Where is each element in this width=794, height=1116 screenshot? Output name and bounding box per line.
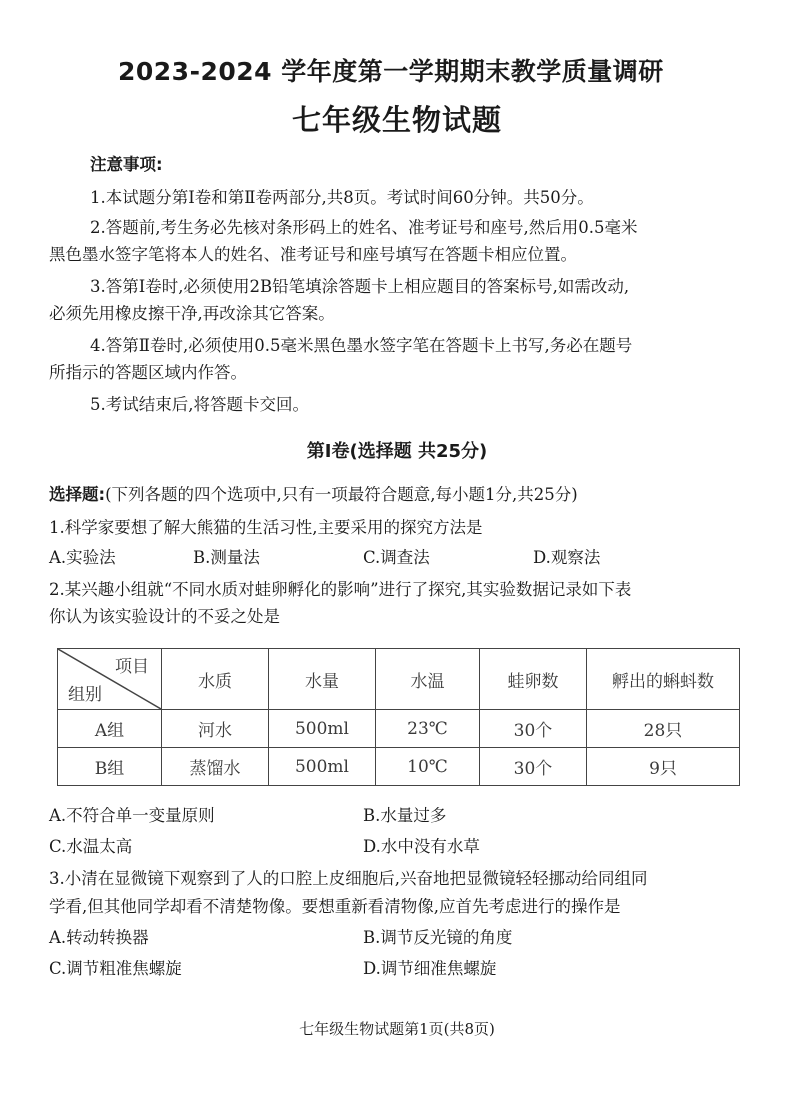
q2-option-a: A.不符合单一变量原则 — [49, 806, 215, 825]
notice-item-2-line1: 2.答题前,考生务必先核对条形码上的姓名、准考证号和座号,然后用0.5毫米 — [90, 218, 638, 237]
q2-option-c: C.水温太高 — [49, 837, 133, 856]
q3-stem-line2: 学看,但其他同学却看不清楚物像。要想重新看清物像,应首先考虑进行的操作是 — [49, 897, 621, 916]
table-header: 孵出的蝌蚪数 — [587, 649, 740, 710]
table-cell: 河水 — [162, 710, 269, 748]
table-cell: 500ml — [269, 710, 376, 748]
table-cell: 10℃ — [376, 748, 480, 786]
table-header-row — [58, 649, 740, 710]
table-cell: B组 — [58, 748, 162, 786]
table-cell: A组 — [58, 710, 162, 748]
notice-item-4-line1: 4.答第Ⅱ卷时,必须使用0.5毫米黑色墨水签字笔在答题卡上书写,务必在题号 — [90, 336, 633, 355]
notice-item-5: 5.考试结束后,将答题卡交回。 — [90, 395, 309, 414]
notice-heading: 注意事项: — [90, 155, 163, 174]
table-header: 蛙卵数 — [480, 649, 587, 710]
q3-option-d: D.调节细准焦螺旋 — [363, 959, 497, 978]
section-title: 第Ⅰ卷(选择题 共25分) — [306, 441, 488, 462]
table-cell: 500ml — [269, 748, 376, 786]
table-header: 水量 — [269, 649, 376, 710]
table-row — [58, 748, 740, 786]
instructions-label: 选择题: — [49, 485, 106, 504]
table-cell: 30个 — [480, 748, 587, 786]
q1-stem: 1.科学家要想了解大熊猫的生活习性,主要采用的探究方法是 — [49, 518, 483, 537]
q1-option-a: A.实验法 — [49, 548, 116, 567]
q1-option-d: D.观察法 — [533, 548, 601, 567]
table-corner-cell — [58, 649, 162, 710]
table-cell: 9只 — [587, 748, 740, 786]
table-cell: 23℃ — [376, 710, 480, 748]
q2-option-d: D.水中没有水草 — [363, 837, 480, 856]
table-row — [58, 710, 740, 748]
q3-option-a: A.转动转换器 — [49, 928, 149, 947]
experiment-table — [57, 648, 740, 786]
table-header: 水质 — [162, 649, 269, 710]
page-footer: 七年级生物试题第1页(共8页) — [299, 1020, 495, 1038]
exam-subtitle: 七年级生物试题 — [291, 103, 502, 137]
q3-option-b: B.调节反光镜的角度 — [363, 928, 513, 947]
table-header: 水温 — [376, 649, 480, 710]
q3-option-c: C.调节粗准焦螺旋 — [49, 959, 182, 978]
q3-stem-line1: 3.小清在显微镜下观察到了人的口腔上皮细胞后,兴奋地把显微镜轻轻挪动给同组同 — [49, 869, 648, 888]
table-cell: 30个 — [480, 710, 587, 748]
table-cell: 28只 — [587, 710, 740, 748]
section-instructions — [49, 485, 578, 505]
corner-label-item: 项目 — [115, 657, 149, 677]
q1-option-c: C.调查法 — [363, 548, 430, 567]
exam-title: 2023-2024 学年度第一学期期末教学质量调研 — [118, 57, 664, 86]
notice-item-4-line2: 所指示的答题区域内作答。 — [49, 363, 247, 382]
q2-stem-line1: 2.某兴趣小组就“不同水质对蛙卵孵化的影响”进行了探究,其实验数据记录如下表 — [49, 580, 632, 599]
notice-item-3-line1: 3.答第Ⅰ卷时,必须使用2B铅笔填涂答题卡上相应题目的答案标号,如需改动, — [90, 277, 630, 296]
q2-option-b: B.水量过多 — [363, 806, 447, 825]
q1-option-b: B.测量法 — [193, 548, 260, 567]
q2-stem-line2: 你认为该实验设计的不妥之处是 — [49, 607, 280, 626]
notice-item-1: 1.本试题分第Ⅰ卷和第Ⅱ卷两部分,共8页。考试时间60分钟。共50分。 — [90, 188, 594, 207]
table-cell: 蒸馏水 — [162, 748, 269, 786]
notice-item-2-line2: 黑色墨水签字笔将本人的姓名、准考证号和座号填写在答题卡相应位置。 — [49, 245, 577, 264]
corner-label-group: 组别 — [68, 685, 102, 705]
notice-item-3-line2: 必须先用橡皮擦干净,再改涂其它答案。 — [49, 304, 335, 323]
instructions-text: (下列各题的四个选项中,只有一项最符合题意,每小题1分,共25分) — [105, 485, 578, 504]
